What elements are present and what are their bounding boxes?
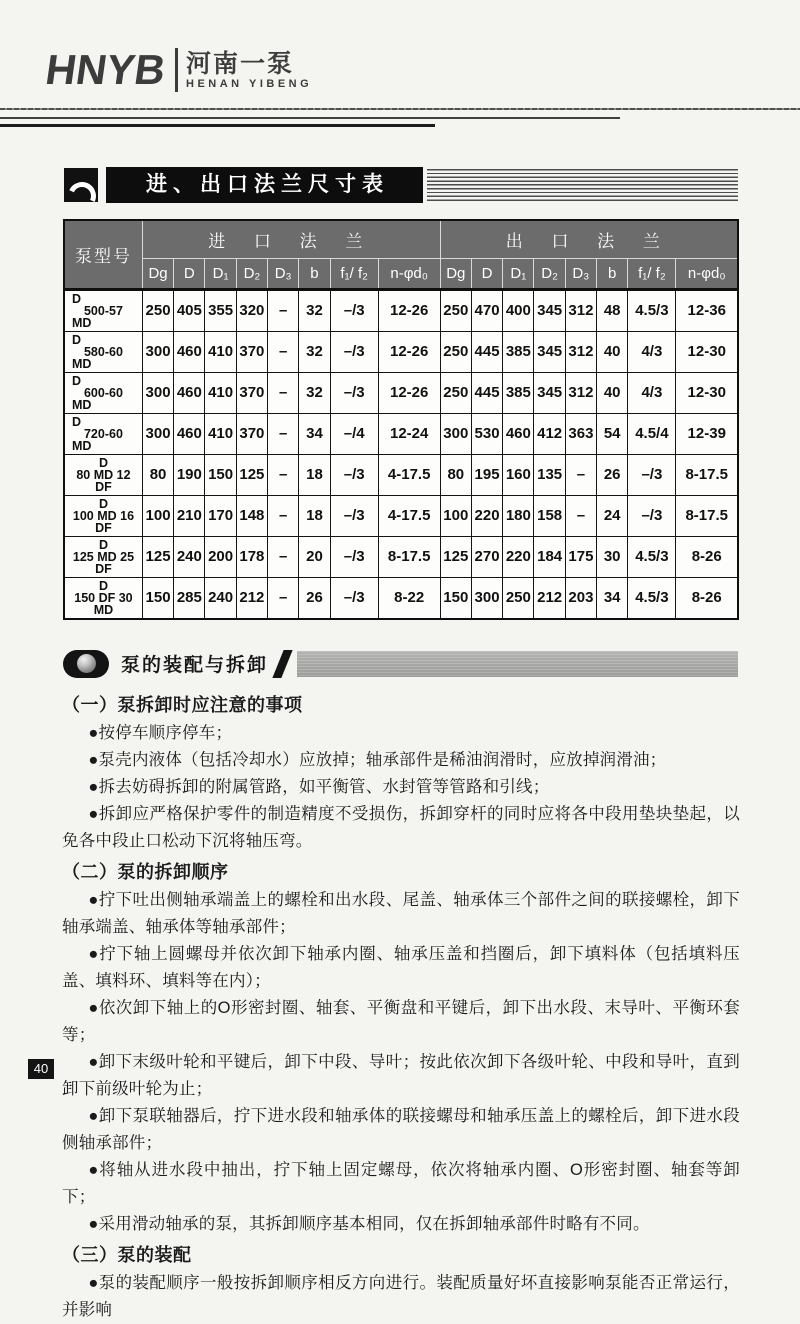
table-row [64, 536, 738, 577]
bullet-paragraph: ●拧下吐出侧轴承端盖上的螺栓和出水段、尾盖、轴承体三个部件之间的联接螺栓，卸下轴承端盖、轴承体等轴承部件； [62, 890, 740, 936]
dimension-cell: –/3 [330, 289, 378, 331]
dimension-cell: 12-26 [378, 289, 440, 331]
column-header: D₁ [205, 258, 236, 289]
dimension-cell: –/4 [330, 413, 378, 454]
dimension-cell: 12-24 [378, 413, 440, 454]
column-header: Dg [440, 258, 471, 289]
dimension-cell: 240 [174, 536, 205, 577]
logo-hnyb-text: HNYB [42, 46, 169, 93]
dimension-cell: 24 [597, 495, 628, 536]
dimension-cell: – [268, 495, 299, 536]
dimension-cell: 158 [534, 495, 565, 536]
dimension-cell: 34 [597, 577, 628, 619]
dimension-cell: 12-26 [378, 372, 440, 413]
dimension-cell: 412 [534, 413, 565, 454]
column-header: D₂ [534, 258, 565, 289]
dimension-cell: 4.5/3 [628, 577, 676, 619]
dimension-cell: 18 [299, 495, 330, 536]
dimension-cell: 345 [534, 289, 565, 331]
dimension-cell: 312 [565, 289, 596, 331]
dimension-cell: 410 [205, 413, 236, 454]
dimension-cell: 135 [534, 454, 565, 495]
column-header: D₁ [503, 258, 534, 289]
pump-model-cell: D 720-60 MD [64, 413, 142, 454]
dimension-cell: 240 [205, 577, 236, 619]
dimension-cell: 170 [205, 495, 236, 536]
dimension-cell: 80 [142, 454, 173, 495]
dimension-cell: 385 [503, 331, 534, 372]
dimension-cell: – [565, 454, 596, 495]
bullet-paragraph: ●拆卸应严格保护零件的制造精度不受损伤，拆卸穿杆的同时应将各中段用垫块垫起，以免各中段止口松动下沉将轴压弯。 [62, 804, 740, 850]
dimension-cell: 4.5/3 [628, 536, 676, 577]
dimension-cell: 8-17.5 [676, 495, 738, 536]
dimension-cell: 148 [236, 495, 267, 536]
pump-model-cell: D 80 MD 12 DF [64, 454, 142, 495]
dimension-cell: –/3 [330, 577, 378, 619]
dimension-cell: 300 [471, 577, 502, 619]
dimension-cell: –/3 [330, 331, 378, 372]
dimension-cell: 345 [534, 372, 565, 413]
dimension-cell: 210 [174, 495, 205, 536]
dimension-cell: – [268, 289, 299, 331]
dimension-cell: 8-26 [676, 577, 738, 619]
dimension-cell: 300 [142, 331, 173, 372]
dimension-cell: 100 [142, 495, 173, 536]
dimension-cell: –/3 [628, 495, 676, 536]
dimension-cell: 175 [565, 536, 596, 577]
bullet-paragraph: ●泵壳内液体（包括冷却水）应放掉；轴承部件是稀油润滑时，应放掉润滑油； [88, 750, 667, 769]
column-header: b [597, 258, 628, 289]
dimension-cell: 220 [503, 536, 534, 577]
bullet-paragraph: ●采用滑动轴承的泵，其拆卸顺序基本相同，仅在拆卸轴承部件时略有不同。 [88, 1214, 650, 1233]
corner-arc-icon [64, 168, 98, 202]
column-header-model: 泵型号 [64, 220, 142, 289]
company-logo [42, 44, 800, 96]
pump-model-cell: D 100 MD 16 DF [64, 495, 142, 536]
dimension-cell: 150 [440, 577, 471, 619]
dimension-cell: 184 [534, 536, 565, 577]
dimension-cell: 26 [299, 577, 330, 619]
dimension-cell: 460 [174, 413, 205, 454]
dimension-cell: 250 [440, 331, 471, 372]
column-header: n-φd₀ [378, 258, 440, 289]
flange-section-header [64, 167, 738, 203]
dimension-cell: 300 [142, 413, 173, 454]
dimension-cell: 160 [503, 454, 534, 495]
page-header [0, 0, 800, 127]
dimension-cell: 8-17.5 [676, 454, 738, 495]
column-header: D₂ [236, 258, 267, 289]
table-row [64, 454, 738, 495]
table-head [64, 220, 738, 289]
dimension-cell: – [268, 536, 299, 577]
dimension-cell: 150 [142, 577, 173, 619]
dimension-cell: 80 [440, 454, 471, 495]
dimension-cell: 345 [534, 331, 565, 372]
bullet-paragraph: ●拧下轴上圆螺母并依次卸下轴承内圈、轴承压盖和挡圈后，卸下填料体（包括填料压盖、填料环、填料等在内）； [62, 944, 740, 990]
dimension-cell: –/3 [628, 454, 676, 495]
dimension-cell: 460 [503, 413, 534, 454]
dimension-cell: 405 [174, 289, 205, 331]
dimension-cell: 40 [597, 331, 628, 372]
dimension-cell: – [268, 577, 299, 619]
dimension-cell: – [268, 331, 299, 372]
dimension-cell: 12-36 [676, 289, 738, 331]
dimension-cell: 54 [597, 413, 628, 454]
flange-dimension-table [63, 219, 739, 620]
column-header: D₃ [565, 258, 596, 289]
dimension-cell: – [268, 413, 299, 454]
dimension-cell: 470 [471, 289, 502, 331]
dimension-cell: 48 [597, 289, 628, 331]
dimension-cell: 250 [503, 577, 534, 619]
dimension-cell: 385 [503, 372, 534, 413]
dimension-cell: 355 [205, 289, 236, 331]
dimension-cell: 410 [205, 331, 236, 372]
table-row [64, 577, 738, 619]
dimension-cell: 370 [236, 331, 267, 372]
dimension-cell: 410 [205, 372, 236, 413]
dimension-cell: 270 [471, 536, 502, 577]
dimension-cell: 26 [597, 454, 628, 495]
dimension-cell: 190 [174, 454, 205, 495]
column-header: D [174, 258, 205, 289]
dimension-cell: 250 [440, 372, 471, 413]
dimension-cell: 530 [471, 413, 502, 454]
dimension-cell: 4.5/3 [628, 289, 676, 331]
pump-model-cell: D 150 DF 30 MD [64, 577, 142, 619]
dimension-cell: 32 [299, 372, 330, 413]
assembly-section-header [63, 650, 738, 678]
dimension-cell: 250 [440, 289, 471, 331]
dimension-cell: 212 [236, 577, 267, 619]
dimension-cell: 460 [174, 331, 205, 372]
dimension-cell: 4/3 [628, 372, 676, 413]
dimension-cell: 34 [299, 413, 330, 454]
subsection-heading: （二）泵的拆卸顺序 [62, 861, 229, 882]
group-header-inlet: 进 口 法 兰 [142, 220, 440, 258]
dimension-cell: 125 [236, 454, 267, 495]
page-number-badge: 40 [28, 1059, 54, 1079]
dimension-cell: –/3 [330, 495, 378, 536]
column-header: b [299, 258, 330, 289]
dimension-cell: 100 [440, 495, 471, 536]
dimension-cell: 178 [236, 536, 267, 577]
bullet-paragraph: ●拆去妨碍拆卸的附属管路，如平衡管、水封管等管路和引线； [88, 777, 550, 796]
table-row [64, 413, 738, 454]
dimension-cell: 32 [299, 331, 330, 372]
dimension-cell: 8-26 [676, 536, 738, 577]
dimension-cell: 363 [565, 413, 596, 454]
column-header: n-φd₀ [676, 258, 738, 289]
pump-model-cell: D 500-57 MD [64, 289, 142, 331]
dimension-cell: 200 [205, 536, 236, 577]
column-header: f₁/ f₂ [330, 258, 378, 289]
dimension-cell: 12-30 [676, 331, 738, 372]
header-rule-middle [0, 117, 620, 119]
dimension-cell: 312 [565, 331, 596, 372]
assembly-section-title: 泵的装配与拆卸 [121, 655, 269, 676]
pump-model-cell: D 600-60 MD [64, 372, 142, 413]
dimension-cell: 312 [565, 372, 596, 413]
table-row [64, 372, 738, 413]
pump-model-cell: D 580-60 MD [64, 331, 142, 372]
dimension-cell: – [565, 495, 596, 536]
header-rule-top [0, 108, 800, 110]
table-row [64, 331, 738, 372]
dimension-cell: 8-22 [378, 577, 440, 619]
dimension-cell: 30 [597, 536, 628, 577]
dimension-cell: 125 [440, 536, 471, 577]
sphere-icon [77, 654, 96, 673]
bullet-paragraph: ●卸下泵联轴器后，拧下进水段和轴承体的联接螺母和轴承压盖上的螺栓后，卸下进水段侧轴承部件； [62, 1106, 740, 1152]
dimension-cell: 203 [565, 577, 596, 619]
dimension-cell: 32 [299, 289, 330, 331]
dimension-cell: 220 [471, 495, 502, 536]
column-header: D [471, 258, 502, 289]
bullet-paragraph: ●将轴从进水段中抽出，拧下轴上固定螺母，依次将轴承内圈、O形密封圈、轴套等卸下； [62, 1160, 740, 1206]
dimension-cell: –/3 [330, 454, 378, 495]
dimension-cell: 12-39 [676, 413, 738, 454]
dimension-cell: 4.5/4 [628, 413, 676, 454]
column-header: Dg [142, 258, 173, 289]
dimension-cell: –/3 [330, 536, 378, 577]
dimension-cell: 445 [471, 372, 502, 413]
bullet-paragraph: ●泵的装配顺序一般按拆卸顺序相反方向进行。装配质量好坏直接影响泵能否正常运行，并影响 [62, 1273, 740, 1319]
dimension-cell: 180 [503, 495, 534, 536]
assembly-instructions [62, 690, 740, 1324]
dimension-cell: 212 [534, 577, 565, 619]
dimension-cell: 400 [503, 289, 534, 331]
subsection-heading: （一）泵拆卸时应注意的事项 [62, 694, 303, 715]
dimension-cell: 40 [597, 372, 628, 413]
dimension-cell: 150 [205, 454, 236, 495]
column-header: f₁/ f₂ [628, 258, 676, 289]
dimension-cell: 4/3 [628, 331, 676, 372]
sphere-capsule [63, 650, 109, 678]
column-header: D₃ [268, 258, 299, 289]
bullet-paragraph: ●卸下末级叶轮和平键后，卸下中段、导叶；按此依次卸下各级叶轮、中段和导叶，直到卸下前级叶轮为止； [62, 1052, 740, 1098]
dimension-cell: –/3 [330, 372, 378, 413]
header-rule-bottom [0, 124, 435, 127]
gray-bar-decoration [297, 651, 738, 677]
speed-lines-decoration [427, 169, 738, 202]
dimension-cell: 370 [236, 372, 267, 413]
subsection-heading: （三）泵的装配 [62, 1244, 192, 1265]
dimension-cell: 460 [174, 372, 205, 413]
group-header-outlet: 出 口 法 兰 [440, 220, 738, 258]
dimension-cell: 20 [299, 536, 330, 577]
dimension-cell: 250 [142, 289, 173, 331]
dimension-cell: 195 [471, 454, 502, 495]
dimension-cell: 18 [299, 454, 330, 495]
dimension-cell: 285 [174, 577, 205, 619]
brand-name-english: HENAN YIBENG [186, 77, 313, 90]
dimension-cell: 4-17.5 [378, 495, 440, 536]
dimension-cell: – [268, 372, 299, 413]
table-row [64, 495, 738, 536]
dimension-cell: 370 [236, 413, 267, 454]
dimension-cell: 300 [440, 413, 471, 454]
table-body [64, 289, 738, 619]
pump-model-cell: D 125 MD 25 DF [64, 536, 142, 577]
dimension-cell: 4-17.5 [378, 454, 440, 495]
logo-divider [175, 48, 178, 92]
dimension-cell: 12-30 [676, 372, 738, 413]
dimension-cell: – [268, 454, 299, 495]
table-row [64, 289, 738, 331]
dimension-cell: 12-26 [378, 331, 440, 372]
brand-name-chinese: 河南一泵 [186, 49, 295, 78]
flange-table-title: 进、出口法兰尺寸表 [106, 167, 423, 203]
dimension-cell: 300 [142, 372, 173, 413]
dimension-cell: 125 [142, 536, 173, 577]
dimension-cell: 320 [236, 289, 267, 331]
bullet-paragraph: ●依次卸下轴上的O形密封圈、轴套、平衡盘和平键后，卸下出水段、末导叶、平衡环套等； [62, 998, 740, 1044]
bullet-paragraph: ●按停车顺序停车； [88, 723, 233, 742]
dimension-cell: 8-17.5 [378, 536, 440, 577]
dimension-cell: 445 [471, 331, 502, 372]
